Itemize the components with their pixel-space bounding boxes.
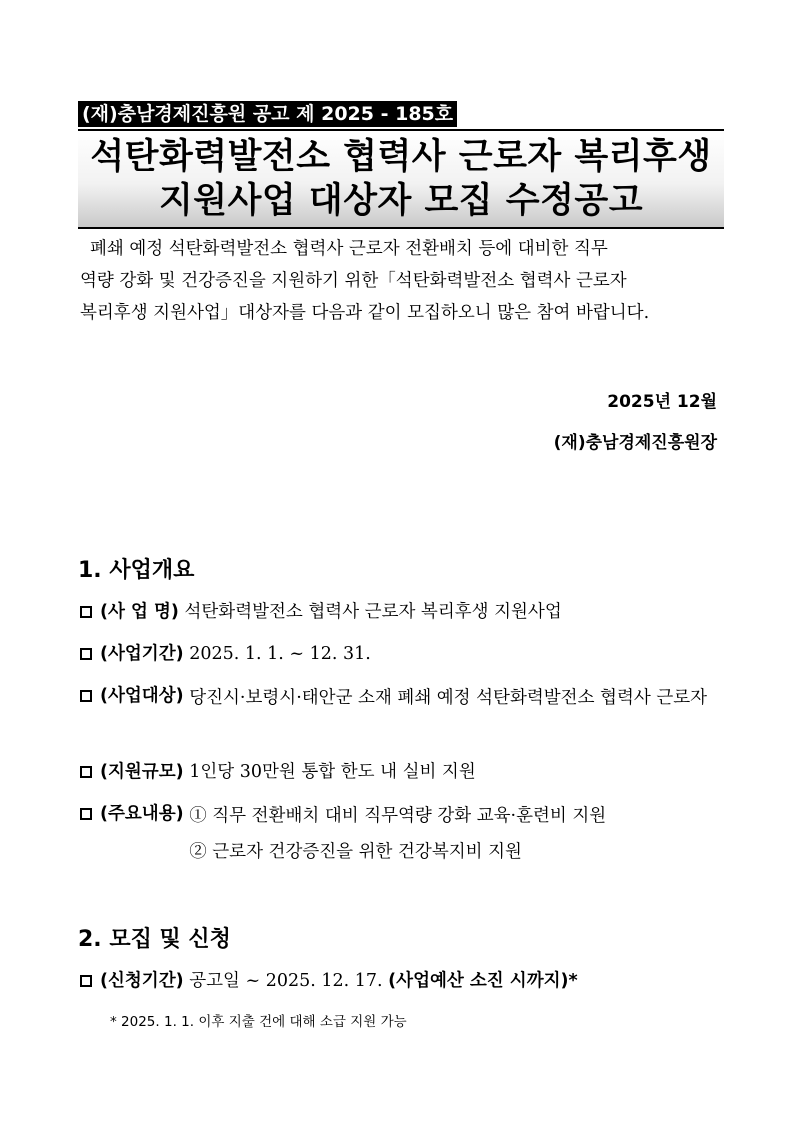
notice-date: 2025년 12월 [607,392,717,412]
checkbox-icon [80,766,92,778]
item-value: 2025. 1. 1. ~ 12. 31. [189,644,371,664]
title-line-2: 지원사업 대상자 모집 수정공고 [158,181,644,221]
checkbox-icon [80,648,92,660]
item-value: 1인당 30만원 통합 한도 내 실비 지원 [189,762,476,782]
title-line-1: 석탄화력발전소 협력사 근로자 복리후생 [90,137,712,177]
list-item [80,638,720,670]
list-item [80,798,720,870]
checkbox-icon [80,690,92,702]
item-label: (주요내용) [100,804,184,824]
title-box [78,129,724,229]
notice-number: (재)충남경제진흥원 공고 제 2025 - 185호 [78,101,457,127]
intro-line-2: 역량 강화 및 건강증진을 지원하기 위한「석탄화력발전소 협력사 근로자 [80,271,627,291]
item-emphasis: (사업예산 소진 시까지)* [388,971,578,991]
item-value-2: ② 근로자 건강증진을 위한 건강복지비 지원 [189,842,522,862]
section-1-heading: 1. 사업개요 [78,558,195,583]
item-value-1: ① 직무 전환배치 대비 직무역량 강화 교육·훈련비 지원 [189,806,607,826]
item-label: (사업기간) [100,644,184,664]
intro-line-1: 폐쇄 예정 석탄화력발전소 협력사 근로자 전환배치 등에 대비한 직무 [90,239,608,259]
item-value: 공고일 ~ 2025. 12. 17. [189,971,383,991]
checkbox-icon [80,808,92,820]
footnote: * 2025. 1. 1. 이후 지출 건에 대해 소급 지원 가능 [110,1014,407,1030]
item-label: (사업대상) [100,686,184,706]
list-item [80,965,720,997]
intro-paragraph [80,233,720,329]
issuer: (재)충남경제진흥원장 [553,433,717,453]
intro-line-3: 복리후생 지원사업」대상자를 다음과 같이 모집하오니 많은 참여 바랍니다. [80,303,650,323]
item-label: (신청기간) [100,971,184,991]
list-item [80,596,720,628]
list-item [80,756,720,788]
checkbox-icon [80,606,92,618]
item-label: (사 업 명) [100,602,179,622]
section-2-heading: 2. 모집 및 신청 [78,927,231,952]
list-item [80,680,720,716]
checkbox-icon [80,975,92,987]
item-value: 석탄화력발전소 협력사 근로자 복리후생 지원사업 [184,602,562,622]
item-value: 당진시·보령시·태안군 소재 폐쇄 예정 석탄화력발전소 협력사 근로자 [189,688,708,708]
item-label: (지원규모) [100,762,184,782]
